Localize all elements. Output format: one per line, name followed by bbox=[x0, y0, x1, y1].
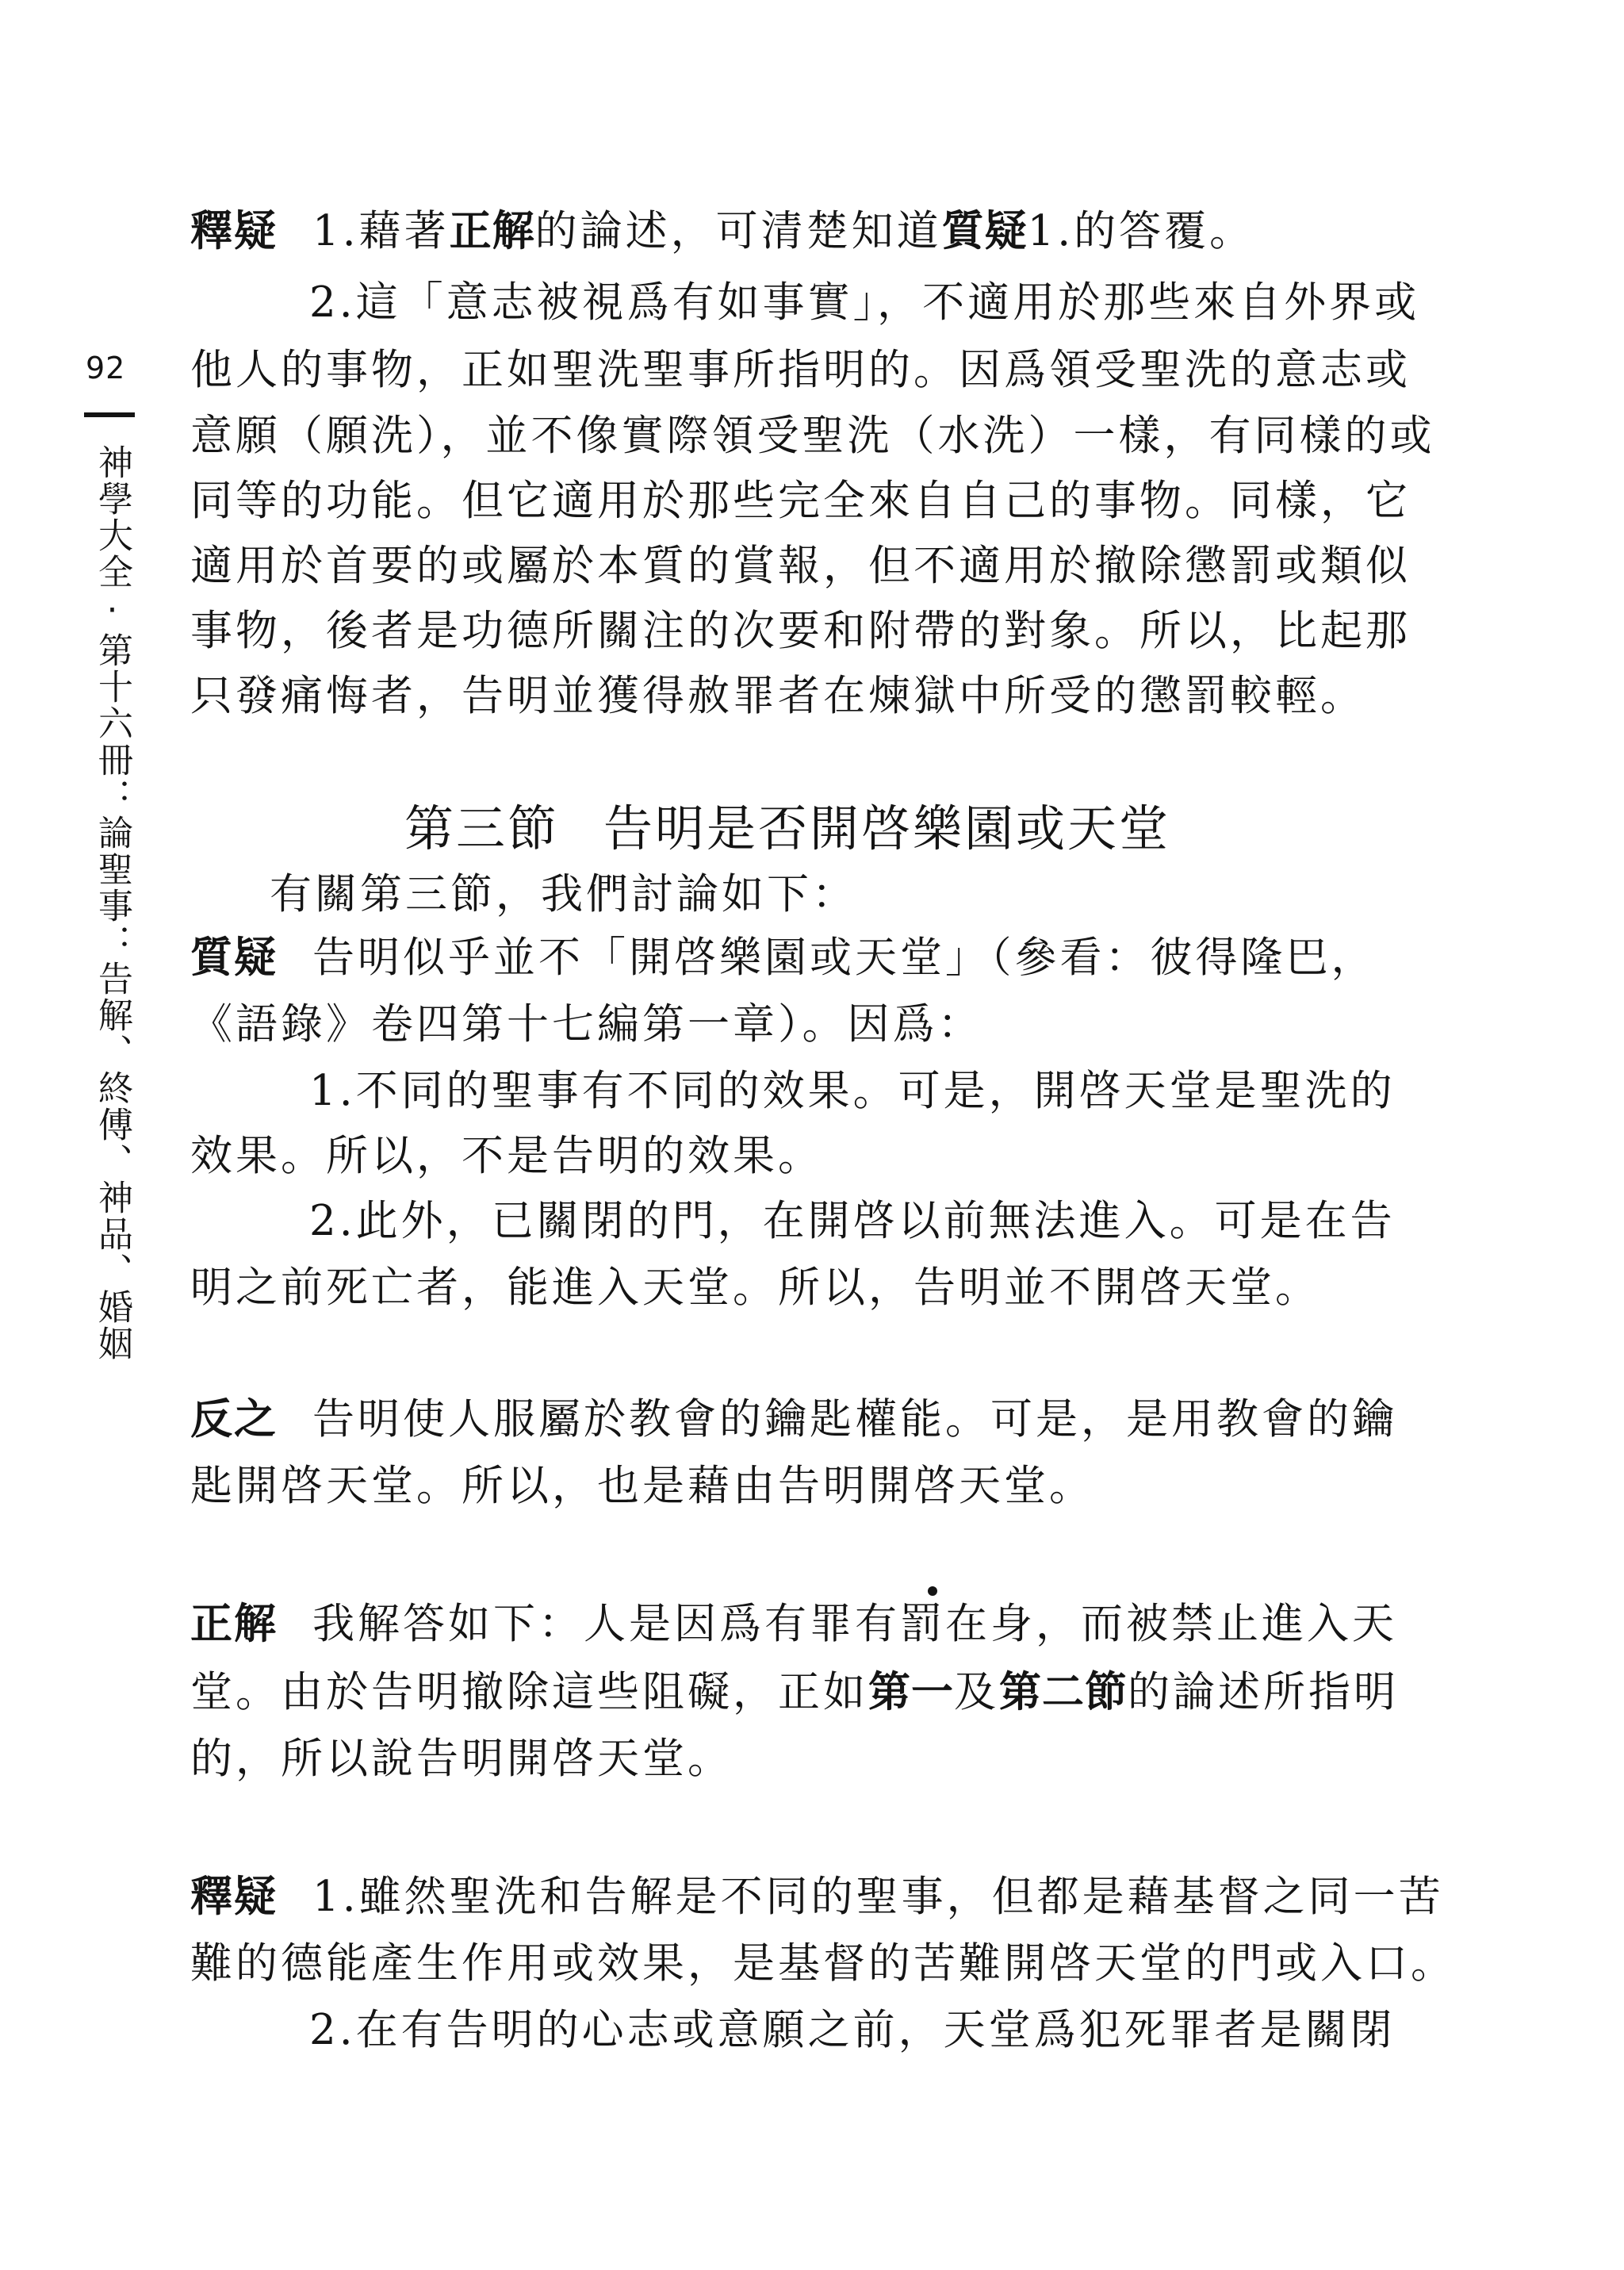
text-line: 只發痛悔者，告明並獲得赦罪者在煉獄中所受的懲罰較輕。 bbox=[190, 672, 1365, 720]
section-heading bbox=[404, 801, 1170, 857]
keyword-answer: 正解 bbox=[449, 207, 535, 255]
reply-line-1: 釋疑 1.藉著正解的論述，可清楚知道質疑1.的答覆。 bbox=[190, 207, 1255, 255]
margin-rule bbox=[84, 412, 135, 417]
text-line: 意願（願洗），並不像實際領受聖洗（水洗）一樣，有同樣的或 bbox=[190, 412, 1435, 460]
section-title: 告明是否開啓樂園或天堂 bbox=[603, 799, 1171, 857]
text-line: 適用於首要的或屬於本質的賞報，但不適用於撤除懲罰或類似 bbox=[190, 542, 1411, 590]
answer-line-2: 堂。由於告明撤除這些阻礙，正如第一及第二節的論述所指明 bbox=[190, 1668, 1399, 1716]
text-line: 《語錄》卷四第十七編第一章）。因爲： bbox=[190, 1000, 983, 1049]
text-line: 明之前死亡者，能進入天堂。所以，告明並不開啓天堂。 bbox=[190, 1263, 1320, 1312]
text-line: 2.在有告明的心志或意願之前，天堂爲犯死罪者是關閉 bbox=[309, 2006, 1396, 2054]
section-intro: 有關第三節，我們討論如下： bbox=[270, 870, 857, 918]
objection-label: 質疑 bbox=[190, 934, 278, 982]
text-line: 1.不同的聖事有不同的效果。可是，開啓天堂是聖洗的 bbox=[309, 1067, 1396, 1115]
keyword-second-article: 第二節 bbox=[999, 1668, 1128, 1716]
objection-line-1: 質疑 告明似乎並不「開啓樂園或天堂」（參看：彼得隆巴， bbox=[190, 934, 1377, 982]
contra-label: 反之 bbox=[190, 1395, 278, 1444]
text-line: 效果。所以，不是告明的效果。 bbox=[190, 1132, 823, 1180]
text-line: 難的德能產生作用或效果，是基督的苦難開啓天堂的門或入口。 bbox=[190, 1939, 1456, 1988]
running-title: 神學大全·第十六冊：論聖事：告解、終傅、神品、婚姻 bbox=[92, 444, 132, 1362]
reply2-label: 釋疑 bbox=[190, 1873, 278, 1921]
emphasis-dot bbox=[928, 1586, 937, 1596]
page-number: 92 bbox=[86, 351, 126, 385]
text-line: 他人的事物，正如聖洗聖事所指明的。因爲領受聖洗的意志或 bbox=[190, 346, 1411, 394]
text-line: 同等的功能。但它適用於那些完全來自自己的事物。同樣，它 bbox=[190, 477, 1411, 525]
keyword-first: 第一 bbox=[868, 1668, 954, 1716]
text-line: 2.這「意志被視爲有如事實」，不適用於那些來自外界或 bbox=[309, 278, 1420, 327]
contra-line-1: 反之 告明使人服屬於教會的鑰匙權能。可是，是用教會的鑰 bbox=[190, 1395, 1397, 1444]
section-number: 第三節 bbox=[404, 799, 560, 857]
text-line: 事物，後者是功德所關注的次要和附帶的對象。所以，比起那 bbox=[190, 607, 1411, 655]
answer-label: 正解 bbox=[190, 1600, 278, 1648]
reply2-line-1: 釋疑 1.雖然聖洗和告解是不同的聖事，但都是藉基督之同一苦 bbox=[190, 1873, 1444, 1921]
keyword-objection: 質疑 bbox=[941, 207, 1028, 255]
text-line: 2.此外，已關閉的門，在開啓以前無法進入。可是在告 bbox=[309, 1197, 1396, 1245]
reply-label: 釋疑 bbox=[190, 207, 278, 255]
answer-line-1: 正解 我解答如下：人是因爲有罪有罰在身，而被禁止進入天 bbox=[190, 1600, 1397, 1648]
text-line: 的，所以說告明開啓天堂。 bbox=[190, 1735, 733, 1783]
text-line: 匙開啓天堂。所以，也是藉由告明開啓天堂。 bbox=[190, 1462, 1094, 1510]
